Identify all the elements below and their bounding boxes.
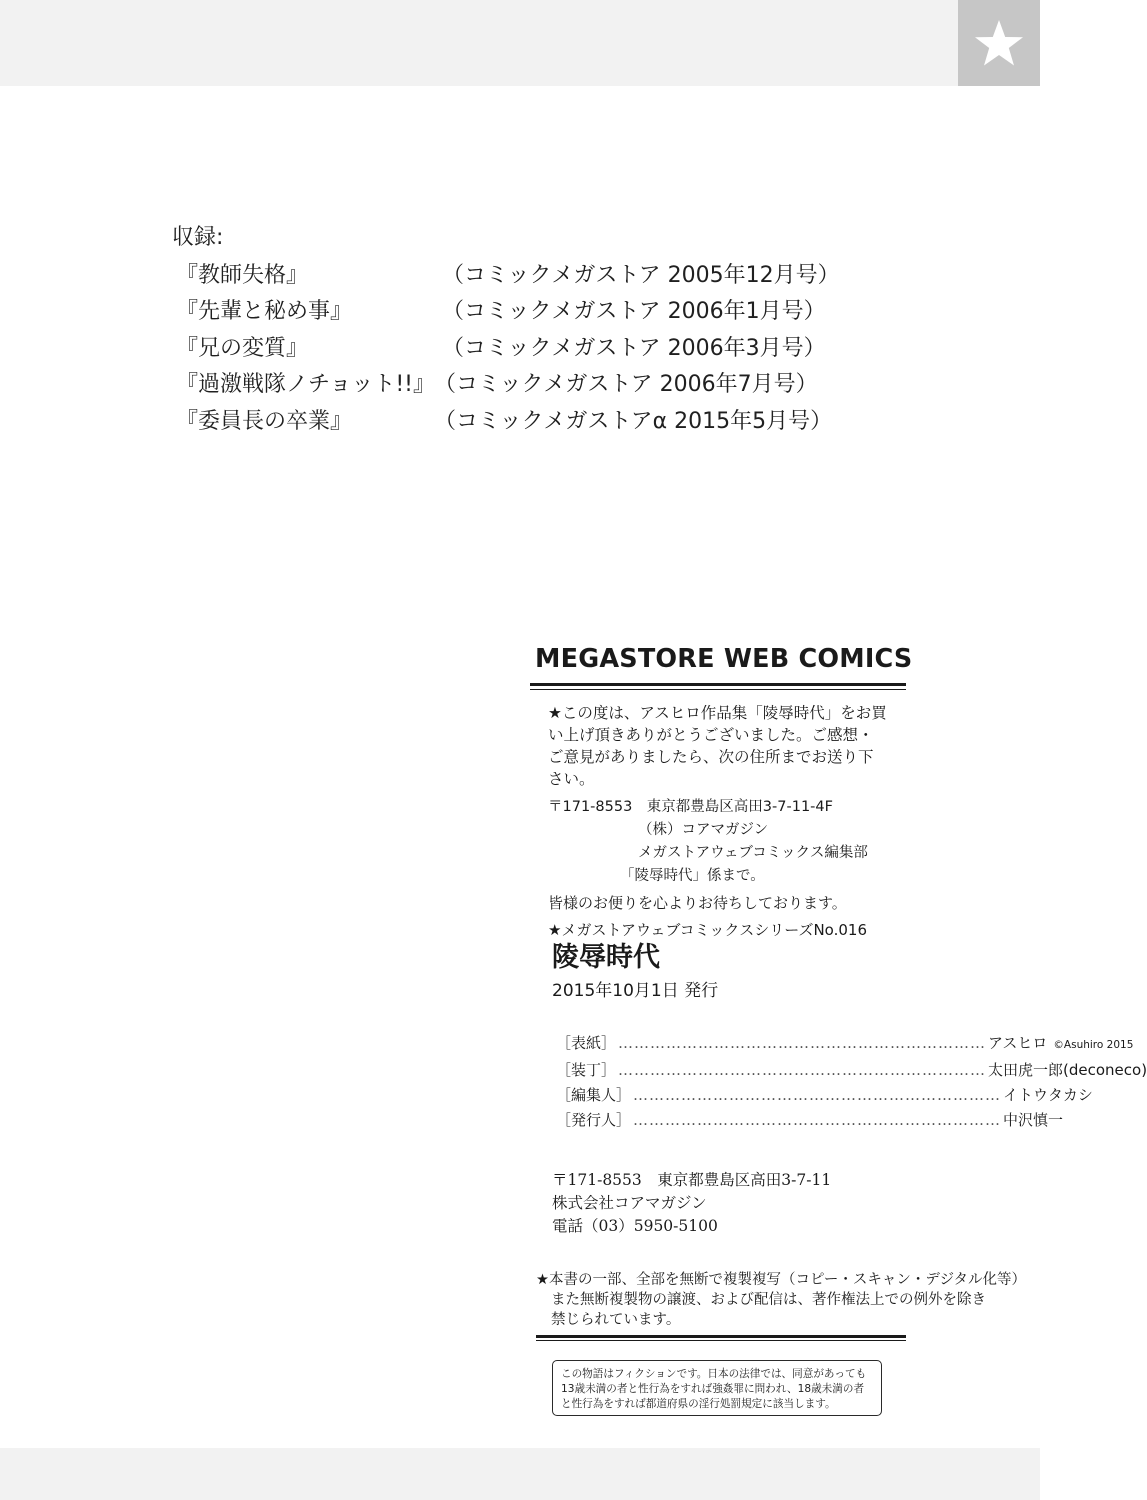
publisher-info — [552, 1169, 906, 1238]
book-title: 陵辱時代 — [552, 942, 660, 973]
leader-dots: …………………………………………………………… — [633, 1111, 1002, 1129]
story-source: （コミックメガストア 2005年12月号） — [442, 262, 840, 288]
bottom-band — [0, 1448, 1040, 1500]
corner-star-box — [958, 0, 1040, 86]
divider — [536, 1335, 906, 1338]
contents-list — [172, 220, 840, 440]
story-title: 『兄の変質』 — [176, 335, 309, 361]
credit-role: ［発行人］ — [556, 1111, 632, 1129]
reader-message: ★この度は、アスヒロ作品集「陵辱時代」をお買い上げ頂きありがとうございました。ご感想・ご意見がありましたら、次の住所までお送り下さい。 — [548, 704, 887, 788]
credit-row — [556, 1031, 1134, 1058]
credit-role: ［編集人］ — [556, 1086, 632, 1104]
leader-dots: …………………………………………………………… — [618, 1034, 987, 1052]
list-item — [172, 294, 826, 331]
leader-dots: …………………………………………………………… — [633, 1086, 1002, 1104]
closing-message: 皆様のお便りを心よりお待ちしております。 — [548, 894, 847, 912]
story-source: （コミックメガストア 2006年1月号） — [442, 299, 826, 324]
address-line: メガストアウェブコミックス編集部 — [638, 845, 868, 861]
credit-role: ［表紙］ — [556, 1034, 617, 1052]
credit-name: イトウタカシ — [1003, 1086, 1093, 1104]
list-item — [172, 331, 826, 368]
address-line: 「陵辱時代」係まで。 — [620, 868, 765, 884]
list-item — [172, 404, 833, 441]
notice-line: この物語はフィクションです。日本の法律では、同意があっても — [561, 1368, 867, 1380]
editorial-address — [548, 796, 906, 888]
publisher-company: 株式会社コアマガジン — [552, 1194, 707, 1212]
address-line: 〒171-8553 東京都豊島区高田3-7-11-4F — [548, 799, 833, 815]
credit-name: 太田虎一郎(deconeco) — [988, 1061, 1147, 1079]
divider — [530, 683, 906, 686]
list-item — [172, 367, 818, 404]
publication-date: 2015年10月1日 発行 — [552, 981, 719, 1001]
credit-name: 中沢慎一 — [1003, 1111, 1064, 1129]
contents-heading: 収録: — [172, 225, 224, 250]
legal-line: ★本書の一部、全部を無断で複製複写（コピー・スキャン・デジタル化等） — [536, 1272, 1027, 1288]
publisher-address: 〒171-8553 東京都豊島区高田3-7-11 — [552, 1171, 832, 1189]
brand-logo-text: MEGASTORE WEB COMICS — [535, 644, 913, 674]
notice-line: と性行為をすれば都道府県の淫行処罰規定に該当します。 — [561, 1398, 836, 1410]
fiction-notice-box — [552, 1360, 882, 1416]
story-title: 『委員長の卒業』 — [176, 408, 353, 434]
credit-name: アスヒロ — [988, 1034, 1048, 1052]
leader-dots: …………………………………………………………… — [618, 1061, 987, 1079]
story-title: 『先輩と秘め事』 — [176, 299, 353, 324]
credit-row — [556, 1108, 1064, 1133]
publisher-phone: 電話（03）5950-5100 — [552, 1217, 718, 1235]
credit-row — [556, 1058, 1147, 1083]
credit-role: ［装丁］ — [556, 1061, 617, 1079]
legal-line: また無断複製物の譲渡、および配信は、著作権法上での例外を除き — [551, 1292, 986, 1308]
address-line: （株）コアマガジン — [638, 822, 769, 838]
star-icon — [973, 18, 1025, 68]
notice-line: 13歳未満の者と性行為をすれば強姦罪に問われ、18歳未満の者 — [561, 1383, 865, 1395]
story-source: （コミックメガストアα 2015年5月号） — [434, 408, 833, 434]
series-number: ★メガストアウェブコミックスシリーズNo.016 — [548, 921, 867, 939]
divider — [530, 689, 906, 690]
story-source: （コミックメガストア 2006年3月号） — [442, 335, 826, 361]
divider — [536, 1340, 906, 1341]
story-source: （コミックメガストア 2006年7月号） — [434, 372, 818, 397]
credits-list — [556, 1031, 1147, 1133]
list-item — [172, 258, 840, 295]
story-title: 『過激戦隊ノチョット!!』 — [176, 372, 435, 397]
colophon — [530, 644, 1147, 1238]
story-title: 『教師失格』 — [176, 262, 309, 288]
credit-row — [556, 1083, 1093, 1108]
legal-line: 禁じられています。 — [551, 1312, 681, 1328]
top-band — [0, 0, 1040, 86]
credit-note: ©Asuhiro 2015 — [1053, 1039, 1134, 1051]
copyright-notice — [536, 1270, 1027, 1330]
